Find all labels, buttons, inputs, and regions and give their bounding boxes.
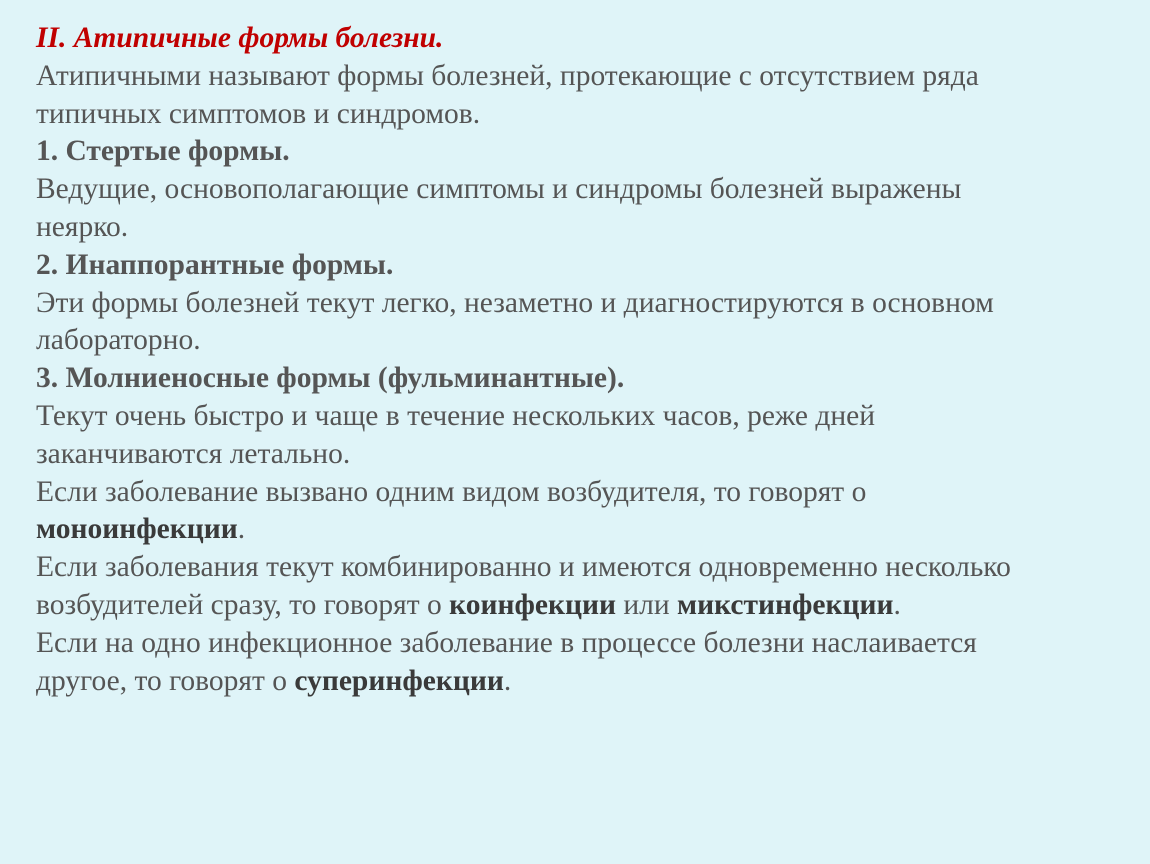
mono-term: моноинфекции [36, 513, 238, 546]
intro-line-2: типичных симптомов и синдромов. [36, 97, 481, 130]
section-2-heading: 2. Инаппорантные формы. [36, 248, 394, 281]
mono-line-1: Если заболевание вызвано одним видом возбудителя, то говорят о [36, 475, 867, 508]
co-term-2: микстинфекции [677, 588, 894, 621]
section-1-heading: 1. Стертые формы. [36, 135, 290, 168]
super-line-2 [36, 663, 1116, 701]
co-end: . [893, 588, 901, 621]
super-line-1: Если на одно инфекционное заболевание в процессе болезни наслаивается [36, 626, 977, 659]
section-1-line-2: неярко. [36, 210, 129, 243]
slide-title: II. Атипичные формы болезни. [36, 22, 444, 54]
co-line-1: Если заболевания текут комбинированно и имеются одновременно несколько [36, 551, 1011, 584]
section-2-line-1: Эти формы болезней текут легко, незаметно и диагностируются в основном [36, 286, 994, 319]
section-3-line-1: Текут очень быстро и чаще в течение нескольких часов, реже дней [36, 399, 876, 432]
section-1-line-1: Ведущие, основополагающие симптомы и синдромы болезней выражены [36, 173, 962, 206]
co-line-2 [36, 587, 1116, 625]
co-pre: возбудителей сразу, то говорят о [36, 588, 450, 621]
super-term: суперинфекции [294, 664, 504, 697]
co-mid: или [615, 588, 678, 621]
mono-end: . [237, 513, 246, 546]
section-3-line-2: заканчиваются летально. [36, 437, 351, 470]
mono-line-2 [36, 511, 1116, 549]
section-3-heading: 3. Молниеносные формы (фульминантные). [36, 362, 625, 395]
intro-line-1: Атипичными называют формы болезней, протекающие с отсутствием ряда [36, 59, 979, 92]
section-2-line-2: лабораторно. [36, 324, 201, 357]
slide-content [36, 20, 1116, 700]
co-term-1: коинфекции [449, 588, 616, 621]
super-pre: другое, то говорят о [36, 664, 295, 697]
super-end: . [503, 664, 512, 697]
